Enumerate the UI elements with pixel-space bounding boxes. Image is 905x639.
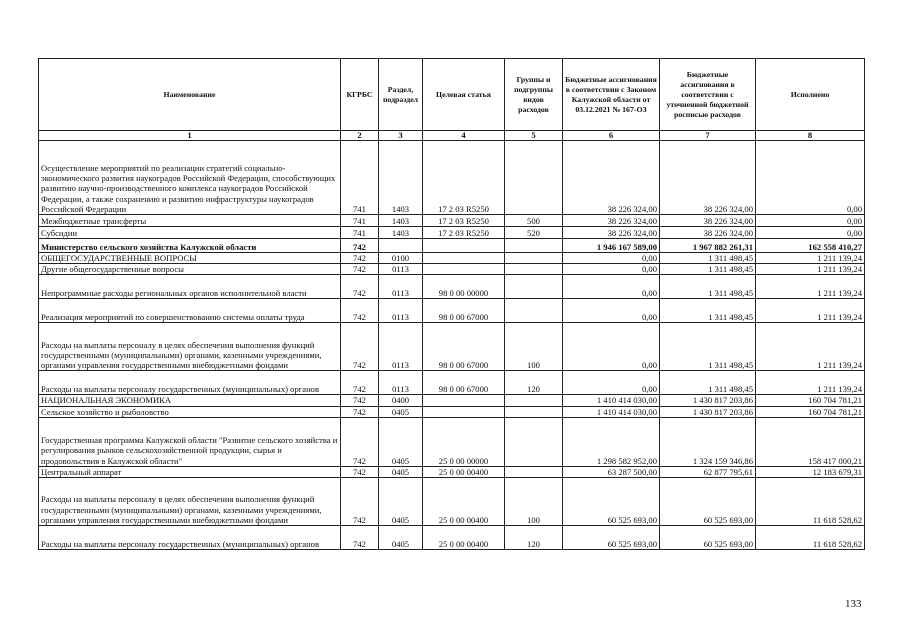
row-groups-cell xyxy=(505,264,563,275)
table-row xyxy=(39,299,865,323)
row-kgrbs-cell: 741 xyxy=(341,227,379,239)
row-kgrbs-cell: 742 xyxy=(341,275,379,299)
table-row xyxy=(39,239,865,253)
column-number: 5 xyxy=(505,131,563,141)
row-groups-cell: 120 xyxy=(505,526,563,550)
header-refined: Бюджетные ассигнования в соответствии с уточненной бюджетной росписью расходов xyxy=(660,59,756,131)
row-executed-amount-cell: 1 211 139,24 xyxy=(756,264,865,275)
table-row xyxy=(39,406,865,417)
row-name-cell: Субсидии xyxy=(39,227,341,239)
row-kgrbs-cell: 742 xyxy=(341,253,379,264)
column-number: 2 xyxy=(341,131,379,141)
row-refined-amount-cell: 38 226 324,00 xyxy=(660,141,756,215)
row-name-cell: Расходы на выплаты персоналу государственных (муниципальных) органов xyxy=(39,526,341,550)
row-law-amount-cell: 1 298 582 952,00 xyxy=(563,417,660,466)
row-name-cell: Расходы на выплаты персоналу государственных (муниципальных) органов xyxy=(39,371,341,395)
row-groups-cell xyxy=(505,299,563,323)
row-razdel-cell: 0100 xyxy=(379,253,423,264)
row-name-cell: Государственная программа Калужской области "Развитие сельского хозяйства и регулирования рынков сельскохозяйственной продукции, сырья и продовольствия в Калужской области" xyxy=(39,417,341,466)
row-refined-amount-cell: 60 525 693,00 xyxy=(660,526,756,550)
row-name-cell: Реализация мероприятий по совершенствованию системы оплаты труда xyxy=(39,299,341,323)
row-target-cell: 25 0 00 00000 xyxy=(423,417,505,466)
table-row xyxy=(39,371,865,395)
row-law-amount-cell: 0,00 xyxy=(563,253,660,264)
row-executed-amount-cell: 11 618 528,62 xyxy=(756,526,865,550)
table-row xyxy=(39,227,865,239)
row-razdel-cell: 0113 xyxy=(379,299,423,323)
table-row xyxy=(39,395,865,406)
header-name: Наименование xyxy=(39,59,341,131)
row-groups-cell: 100 xyxy=(505,478,563,526)
row-law-amount-cell: 38 226 324,00 xyxy=(563,141,660,215)
row-target-cell xyxy=(423,406,505,417)
row-target-cell: 98 0 00 00000 xyxy=(423,275,505,299)
column-number: 6 xyxy=(563,131,660,141)
table-row xyxy=(39,141,865,215)
row-refined-amount-cell: 1 430 817 203,86 xyxy=(660,395,756,406)
row-razdel-cell: 0405 xyxy=(379,478,423,526)
row-law-amount-cell: 0,00 xyxy=(563,371,660,395)
header-groups: Группы и подгруппы видов расходов xyxy=(505,59,563,131)
row-law-amount-cell: 0,00 xyxy=(563,299,660,323)
row-executed-amount-cell: 11 618 528,62 xyxy=(756,478,865,526)
row-kgrbs-cell: 742 xyxy=(341,466,379,477)
header-razdel: Раздел, подраздел xyxy=(379,59,423,131)
row-refined-amount-cell: 1 311 498,45 xyxy=(660,264,756,275)
row-refined-amount-cell: 1 311 498,45 xyxy=(660,299,756,323)
budget-table xyxy=(38,58,865,550)
row-executed-amount-cell: 160 704 781,21 xyxy=(756,406,865,417)
row-refined-amount-cell: 1 967 882 261,31 xyxy=(660,239,756,253)
table-row xyxy=(39,253,865,264)
header-kgrbs: КГРБС xyxy=(341,59,379,131)
row-target-cell: 98 0 00 67000 xyxy=(423,371,505,395)
column-number: 1 xyxy=(39,131,341,141)
row-refined-amount-cell: 1 311 498,45 xyxy=(660,275,756,299)
row-groups-cell: 120 xyxy=(505,371,563,395)
row-name-cell: Сельское хозяйство и рыболовство xyxy=(39,406,341,417)
row-kgrbs-cell: 742 xyxy=(341,239,379,253)
row-target-cell xyxy=(423,253,505,264)
row-executed-amount-cell: 12 183 679,31 xyxy=(756,466,865,477)
row-groups-cell xyxy=(505,395,563,406)
table-row xyxy=(39,275,865,299)
row-razdel-cell: 0405 xyxy=(379,406,423,417)
row-executed-amount-cell: 162 558 410,27 xyxy=(756,239,865,253)
row-name-cell: ОБЩЕГОСУДАРСТВЕННЫЕ ВОПРОСЫ xyxy=(39,253,341,264)
table-row xyxy=(39,264,865,275)
row-target-cell xyxy=(423,264,505,275)
page-number: 133 xyxy=(845,598,862,610)
row-name-cell: Межбюджетные трансферты xyxy=(39,215,341,227)
row-razdel-cell: 1403 xyxy=(379,141,423,215)
column-number-row xyxy=(39,131,865,141)
row-law-amount-cell: 1 410 414 030,00 xyxy=(563,406,660,417)
row-razdel-cell: 0405 xyxy=(379,526,423,550)
row-executed-amount-cell: 1 211 139,24 xyxy=(756,323,865,371)
row-target-cell xyxy=(423,239,505,253)
row-kgrbs-cell: 742 xyxy=(341,264,379,275)
table-row xyxy=(39,526,865,550)
row-refined-amount-cell: 38 226 324,00 xyxy=(660,215,756,227)
row-groups-cell xyxy=(505,239,563,253)
row-name-cell: Центральный аппарат xyxy=(39,466,341,477)
row-kgrbs-cell: 742 xyxy=(341,299,379,323)
column-number: 7 xyxy=(660,131,756,141)
row-refined-amount-cell: 38 226 324,00 xyxy=(660,227,756,239)
row-razdel-cell: 0113 xyxy=(379,371,423,395)
table-row xyxy=(39,466,865,477)
header-target: Целевая статья xyxy=(423,59,505,131)
row-kgrbs-cell: 741 xyxy=(341,141,379,215)
row-razdel-cell: 0400 xyxy=(379,395,423,406)
row-target-cell xyxy=(423,395,505,406)
row-executed-amount-cell: 1 211 139,24 xyxy=(756,253,865,264)
row-executed-amount-cell: 160 704 781,21 xyxy=(756,395,865,406)
row-refined-amount-cell: 1 430 817 203,86 xyxy=(660,406,756,417)
row-groups-cell xyxy=(505,141,563,215)
row-groups-cell: 100 xyxy=(505,323,563,371)
row-groups-cell xyxy=(505,275,563,299)
row-groups-cell xyxy=(505,253,563,264)
header-row xyxy=(39,59,865,131)
row-target-cell: 17 2 03 R5250 xyxy=(423,215,505,227)
row-refined-amount-cell: 1 324 159 346,86 xyxy=(660,417,756,466)
row-groups-cell xyxy=(505,466,563,477)
header-law: Бюджетные ассигнования в соответствии с Законом Калужской области от 03.12.2021 № 167-ОЗ xyxy=(563,59,660,131)
row-kgrbs-cell: 742 xyxy=(341,371,379,395)
row-kgrbs-cell: 742 xyxy=(341,478,379,526)
column-number: 4 xyxy=(423,131,505,141)
row-law-amount-cell: 38 226 324,00 xyxy=(563,215,660,227)
row-law-amount-cell: 1 946 167 589,00 xyxy=(563,239,660,253)
row-name-cell: Осуществление мероприятий по реализации стратегий социально-экономического развития наукоградов Российской Федерации, способствующих развитию научно-производственного комплекса наукоградов Российской Федерации, а также сохранению и развитию инфраструктуры наукоградов Российской Федерации xyxy=(39,141,341,215)
row-law-amount-cell: 60 525 693,00 xyxy=(563,526,660,550)
row-razdel-cell: 1403 xyxy=(379,227,423,239)
row-law-amount-cell: 0,00 xyxy=(563,323,660,371)
table-row xyxy=(39,215,865,227)
row-groups-cell: 520 xyxy=(505,227,563,239)
header-executed: Исполнено xyxy=(756,59,865,131)
row-executed-amount-cell: 0,00 xyxy=(756,141,865,215)
row-executed-amount-cell: 0,00 xyxy=(756,215,865,227)
table-row xyxy=(39,478,865,526)
row-target-cell: 98 0 00 67000 xyxy=(423,299,505,323)
table-row xyxy=(39,417,865,466)
row-razdel-cell xyxy=(379,239,423,253)
row-name-cell: Непрограммные расходы региональных органов исполнительной власти xyxy=(39,275,341,299)
row-target-cell: 25 0 00 00400 xyxy=(423,478,505,526)
row-target-cell: 98 0 00 67000 xyxy=(423,323,505,371)
row-razdel-cell: 0113 xyxy=(379,275,423,299)
table-row xyxy=(39,323,865,371)
row-executed-amount-cell: 0,00 xyxy=(756,227,865,239)
row-razdel-cell: 0113 xyxy=(379,264,423,275)
row-target-cell: 25 0 00 00400 xyxy=(423,526,505,550)
row-name-cell: НАЦИОНАЛЬНАЯ ЭКОНОМИКА xyxy=(39,395,341,406)
row-kgrbs-cell: 742 xyxy=(341,417,379,466)
row-law-amount-cell: 1 410 414 030,00 xyxy=(563,395,660,406)
row-name-cell: Министерство сельского хозяйства Калужской области xyxy=(39,239,341,253)
row-law-amount-cell: 63 287 500,00 xyxy=(563,466,660,477)
row-target-cell: 25 0 00 00400 xyxy=(423,466,505,477)
column-number: 8 xyxy=(756,131,865,141)
row-refined-amount-cell: 1 311 498,45 xyxy=(660,323,756,371)
column-number: 3 xyxy=(379,131,423,141)
row-executed-amount-cell: 1 211 139,24 xyxy=(756,299,865,323)
row-executed-amount-cell: 158 417 000,21 xyxy=(756,417,865,466)
row-kgrbs-cell: 742 xyxy=(341,395,379,406)
row-executed-amount-cell: 1 211 139,24 xyxy=(756,275,865,299)
row-law-amount-cell: 38 226 324,00 xyxy=(563,227,660,239)
row-refined-amount-cell: 1 311 498,45 xyxy=(660,371,756,395)
row-law-amount-cell: 0,00 xyxy=(563,275,660,299)
row-name-cell: Расходы на выплаты персоналу в целях обеспечения выполнения функций государственными (муниципальными) органами, казенными учреждениями, органами управления государственными внебюджетными фондами xyxy=(39,478,341,526)
row-groups-cell xyxy=(505,406,563,417)
row-kgrbs-cell: 741 xyxy=(341,215,379,227)
row-groups-cell xyxy=(505,417,563,466)
row-kgrbs-cell: 742 xyxy=(341,526,379,550)
row-razdel-cell: 0113 xyxy=(379,323,423,371)
row-target-cell: 17 2 03 R5250 xyxy=(423,141,505,215)
row-executed-amount-cell: 1 211 139,24 xyxy=(756,371,865,395)
row-name-cell: Другие общегосударственные вопросы xyxy=(39,264,341,275)
row-name-cell: Расходы на выплаты персоналу в целях обеспечения выполнения функций государственными (муниципальными) органами, казенными учреждениями, органами управления государственными внебюджетными фондами xyxy=(39,323,341,371)
row-refined-amount-cell: 60 525 693,00 xyxy=(660,478,756,526)
row-kgrbs-cell: 742 xyxy=(341,406,379,417)
row-refined-amount-cell: 62 877 795,61 xyxy=(660,466,756,477)
row-kgrbs-cell: 742 xyxy=(341,323,379,371)
row-razdel-cell: 1403 xyxy=(379,215,423,227)
row-target-cell: 17 2 03 R5250 xyxy=(423,227,505,239)
row-refined-amount-cell: 1 311 498,45 xyxy=(660,253,756,264)
row-razdel-cell: 0405 xyxy=(379,466,423,477)
row-razdel-cell: 0405 xyxy=(379,417,423,466)
row-law-amount-cell: 60 525 693,00 xyxy=(563,478,660,526)
row-law-amount-cell: 0,00 xyxy=(563,264,660,275)
row-groups-cell: 500 xyxy=(505,215,563,227)
